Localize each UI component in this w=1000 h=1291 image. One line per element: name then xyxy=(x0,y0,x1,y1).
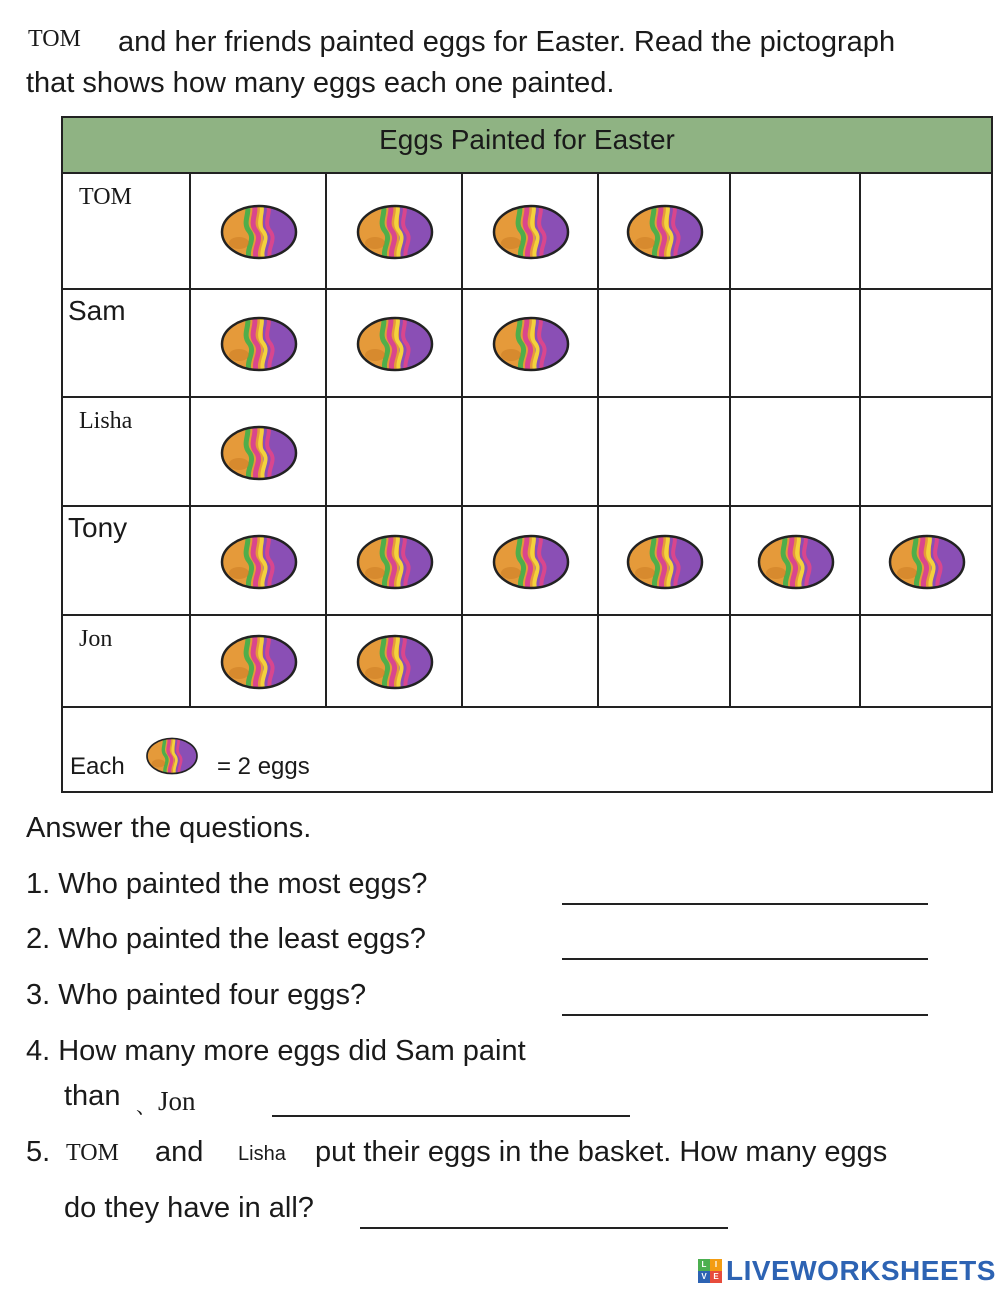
question-1: 1. Who painted the most eggs? xyxy=(26,868,428,900)
answer-heading: Answer the questions. xyxy=(26,812,312,844)
key-suffix: = 2 eggs xyxy=(217,753,310,780)
intro-line1: and her friends painted eggs for Easter. Read the pictograph xyxy=(118,26,896,58)
pictograph xyxy=(61,116,993,793)
egg-icon xyxy=(219,633,299,691)
question-5-and: and xyxy=(155,1136,204,1168)
egg-icon xyxy=(219,203,299,261)
intro-line2: that shows how many eggs each one painted. xyxy=(26,67,615,99)
question-4-mark: 、 xyxy=(136,1096,156,1118)
egg-icon xyxy=(625,203,705,261)
row-label: Tony xyxy=(68,512,128,543)
pictograph-cell xyxy=(599,398,731,507)
egg-icon xyxy=(355,315,435,373)
intro-name: TOM xyxy=(28,26,81,52)
answer-4-blank[interactable] xyxy=(272,1115,630,1117)
logo-block: I xyxy=(710,1259,722,1271)
pictograph-cell xyxy=(327,398,463,507)
pictograph-cell xyxy=(731,290,861,398)
egg-icon xyxy=(355,533,435,591)
liveworksheets-logo[interactable] xyxy=(698,1254,996,1288)
pictograph-cell xyxy=(731,616,861,708)
egg-icon xyxy=(625,533,705,591)
egg-icon xyxy=(491,203,571,261)
chart-title: Eggs Painted for Easter xyxy=(379,124,675,155)
logo-text: LIVEWORKSHEETS xyxy=(726,1255,996,1286)
key-row xyxy=(61,708,993,793)
logo-block: E xyxy=(710,1271,722,1283)
pictograph-cell xyxy=(861,398,993,507)
pictograph-cell xyxy=(861,174,993,290)
answer-1-blank[interactable] xyxy=(562,903,928,905)
egg-icon xyxy=(887,533,967,591)
egg-icon xyxy=(219,315,299,373)
logo-blocks-icon xyxy=(698,1259,722,1283)
egg-icon xyxy=(491,315,571,373)
key-egg-icon xyxy=(145,736,199,776)
row-label: TOM xyxy=(79,184,132,210)
question-5-name1: TOM xyxy=(66,1140,119,1166)
pictograph-cell xyxy=(731,398,861,507)
answer-2-blank[interactable] xyxy=(562,958,928,960)
pictograph-cell xyxy=(861,290,993,398)
question-5-rest: put their eggs in the basket. How many eggs xyxy=(315,1136,888,1168)
pictograph-cell xyxy=(861,616,993,708)
question-5-line2: do they have in all? xyxy=(64,1192,314,1224)
question-5-name2: Lisha xyxy=(238,1143,286,1165)
pictograph-cell xyxy=(463,398,599,507)
logo-block: L xyxy=(698,1259,710,1271)
answer-5-blank[interactable] xyxy=(360,1227,728,1229)
pictograph-cell xyxy=(599,616,731,708)
question-4-than: than xyxy=(64,1080,121,1112)
question-4-line1: 4. How many more eggs did Sam paint xyxy=(26,1035,526,1067)
key-prefix: Each xyxy=(70,753,125,780)
egg-icon xyxy=(219,424,299,482)
answer-3-blank[interactable] xyxy=(562,1014,928,1016)
question-4-name: Jon xyxy=(158,1086,196,1116)
egg-icon xyxy=(219,533,299,591)
row-label: Sam xyxy=(68,295,126,326)
logo-block: V xyxy=(698,1271,710,1283)
pictograph-cell xyxy=(463,616,599,708)
question-2: 2. Who painted the least eggs? xyxy=(26,923,426,955)
egg-icon xyxy=(355,633,435,691)
question-5-num: 5. xyxy=(26,1136,51,1168)
egg-icon xyxy=(491,533,571,591)
row-label: Jon xyxy=(79,626,113,652)
question-3: 3. Who painted four eggs? xyxy=(26,979,367,1011)
pictograph-cell xyxy=(731,174,861,290)
egg-icon xyxy=(756,533,836,591)
egg-icon xyxy=(355,203,435,261)
row-label: Lisha xyxy=(79,408,133,434)
pictograph-cell xyxy=(599,290,731,398)
